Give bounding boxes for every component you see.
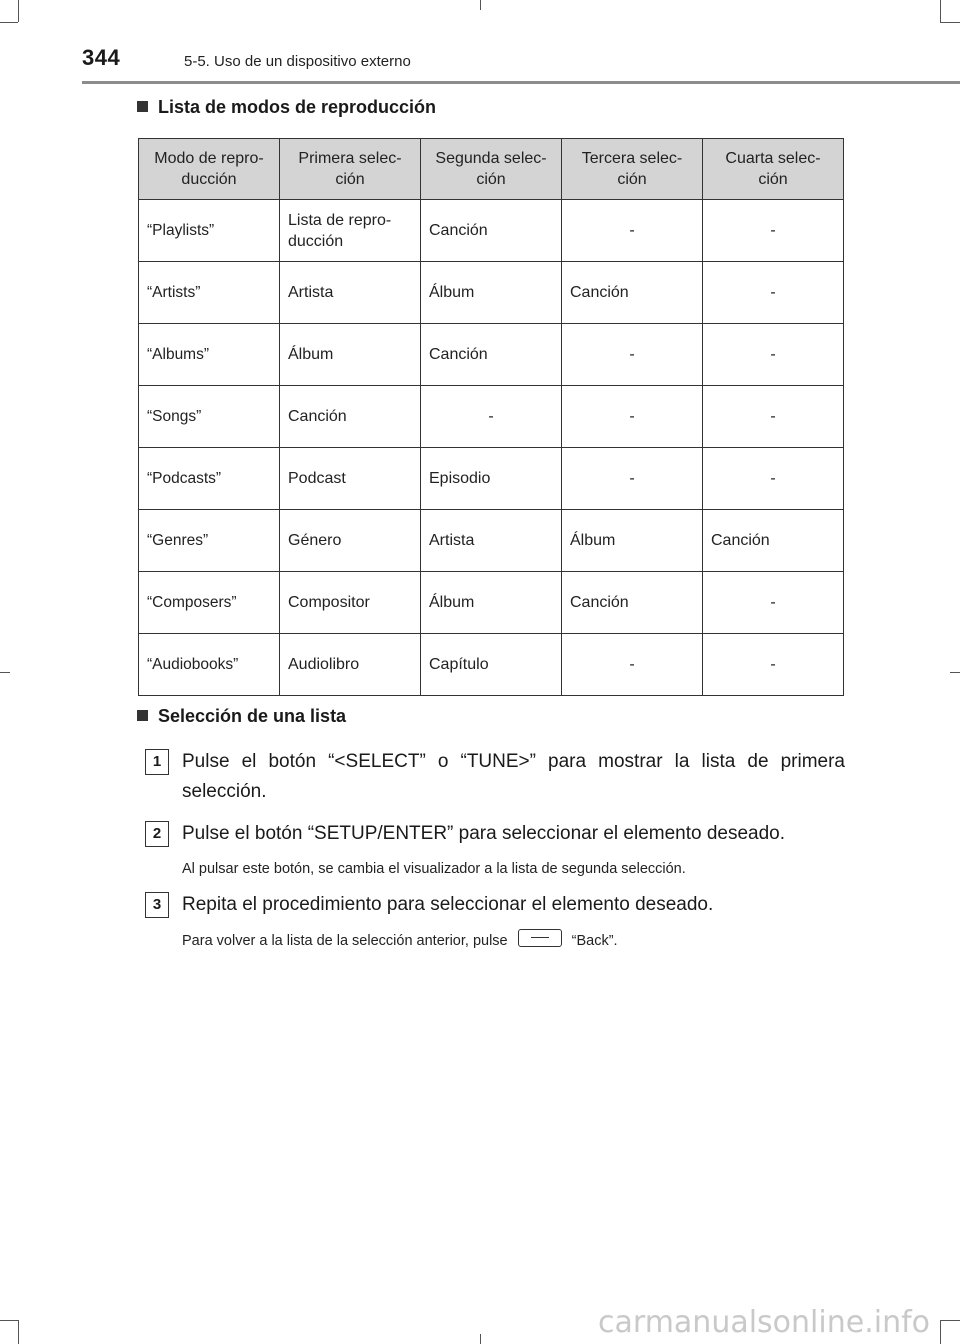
table-cell: Canción <box>562 262 703 324</box>
step-3-note <box>182 929 618 949</box>
table-cell: Podcast <box>280 448 421 510</box>
table-cell: Episodio <box>421 448 562 510</box>
table-cell: Canción <box>280 386 421 448</box>
table-cell: - <box>562 634 703 696</box>
table-cell: “Podcasts” <box>139 448 280 510</box>
table-cell: - <box>703 324 844 386</box>
table-row <box>139 448 844 510</box>
crop-mark <box>18 1320 19 1344</box>
step-number-badge: 2 <box>145 821 169 847</box>
table-cell: - <box>562 200 703 262</box>
step-1 <box>145 747 845 807</box>
note-text: Para volver a la lista de la selección anterior, pulse <box>182 933 508 949</box>
table-cell: - <box>703 386 844 448</box>
table-cell: - <box>421 386 562 448</box>
step-text: Pulse el botón “SETUP/ENTER” para seleccionar el elemento deseado. <box>182 823 786 844</box>
table-cell: Compositor <box>280 572 421 634</box>
table-cell: “Artists” <box>139 262 280 324</box>
section-heading-playback-modes <box>137 97 436 118</box>
square-bullet-icon <box>137 710 148 721</box>
section-heading-select-list <box>137 706 346 727</box>
crop-mark <box>940 1320 941 1344</box>
table-cell: “Playlists” <box>139 200 280 262</box>
table-cell: Álbum <box>421 572 562 634</box>
table-cell: Lista de repro- ducción <box>280 200 421 262</box>
header-cell-mode: Modo de repro- ducción <box>139 139 280 200</box>
table-cell: Canción <box>703 510 844 572</box>
table-row <box>139 200 844 262</box>
table-row <box>139 262 844 324</box>
table-cell: “Audiobooks” <box>139 634 280 696</box>
step-2 <box>145 819 845 849</box>
table-cell: - <box>703 262 844 324</box>
table-row <box>139 324 844 386</box>
crop-mark <box>0 672 10 673</box>
table-cell: - <box>703 634 844 696</box>
header-cell-second: Segunda selec- ción <box>421 139 562 200</box>
section-heading-text: Lista de modos de reproducción <box>158 97 437 117</box>
table-row <box>139 510 844 572</box>
header-cell-first: Primera selec- ción <box>280 139 421 200</box>
crop-mark <box>0 22 18 23</box>
table-header-row <box>139 139 844 200</box>
header-cell-fourth: Cuarta selec- ción <box>703 139 844 200</box>
step-3 <box>145 890 845 920</box>
header-rule <box>82 81 960 84</box>
square-bullet-icon <box>137 101 148 112</box>
step-text: Pulse el botón “<SELECT” o “TUNE>” para mostrar la lista de primera selección. <box>182 751 845 802</box>
table-cell: “Composers” <box>139 572 280 634</box>
table-cell: - <box>562 386 703 448</box>
crop-mark <box>480 0 481 10</box>
table-cell: Álbum <box>280 324 421 386</box>
page-number: 344 <box>82 45 121 70</box>
crop-mark <box>480 1334 481 1344</box>
table-cell: - <box>703 200 844 262</box>
table-cell: - <box>703 448 844 510</box>
running-head: 5-5. Uso de un dispositivo externo <box>184 53 411 70</box>
table-cell: Artista <box>280 262 421 324</box>
table-cell: - <box>562 324 703 386</box>
table-row <box>139 386 844 448</box>
note-text: “Back”. <box>571 933 618 949</box>
watermark: carmanualsonline.info <box>598 1305 930 1340</box>
table-cell: Álbum <box>421 262 562 324</box>
playback-modes-table <box>138 138 844 696</box>
table-cell: Canción <box>421 200 562 262</box>
table-cell: Álbum <box>562 510 703 572</box>
section-heading-text: Selección de una lista <box>158 706 347 726</box>
table-cell: - <box>562 448 703 510</box>
step-text: Repita el procedimiento para seleccionar el elemento deseado. <box>182 894 714 915</box>
step-2-note: Al pulsar este botón, se cambia el visualizador a la lista de segunda selección. <box>182 861 686 877</box>
table-cell: “Genres” <box>139 510 280 572</box>
crop-mark <box>940 1320 960 1321</box>
crop-mark <box>940 0 941 22</box>
header-cell-third: Tercera selec- ción <box>562 139 703 200</box>
back-button-icon <box>518 929 562 947</box>
table-cell: Artista <box>421 510 562 572</box>
table-cell: - <box>703 572 844 634</box>
table-cell: “Songs” <box>139 386 280 448</box>
table-cell: Canción <box>421 324 562 386</box>
crop-mark <box>0 1320 18 1321</box>
table-row <box>139 572 844 634</box>
table-cell: “Albums” <box>139 324 280 386</box>
table-cell: Canción <box>562 572 703 634</box>
table-cell: Capítulo <box>421 634 562 696</box>
table-cell: Género <box>280 510 421 572</box>
crop-mark <box>18 0 19 22</box>
step-number-badge: 1 <box>145 749 169 775</box>
crop-mark <box>940 22 960 23</box>
crop-mark <box>950 672 960 673</box>
table-cell: Audiolibro <box>280 634 421 696</box>
step-number-badge: 3 <box>145 892 169 918</box>
table-row <box>139 634 844 696</box>
